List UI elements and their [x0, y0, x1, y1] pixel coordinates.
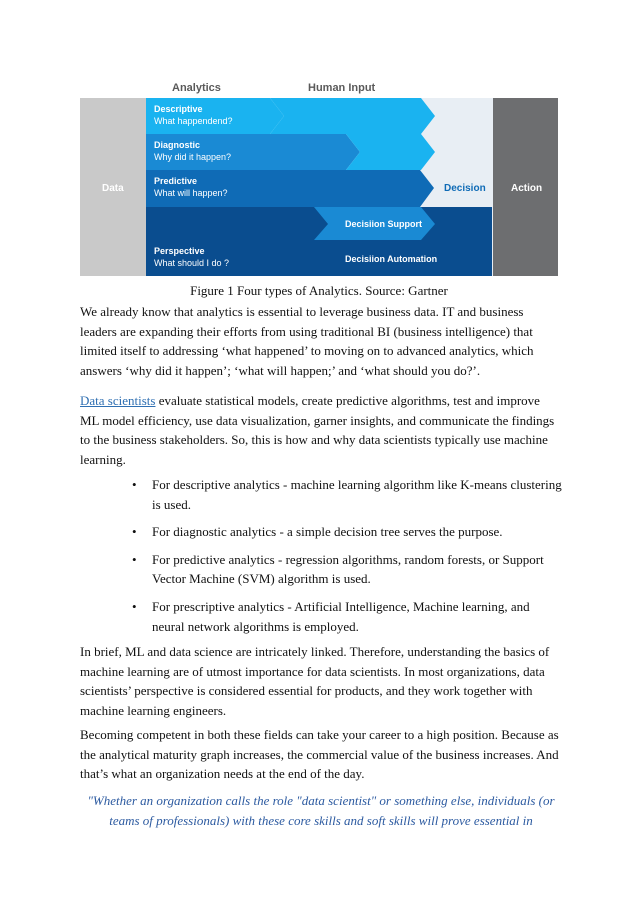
decision-automation-label: Decisiion Automation [345, 254, 438, 264]
list-item [130, 597, 562, 636]
analytics-figure [80, 74, 558, 276]
row-descriptive-title: Descriptive [154, 104, 203, 114]
paragraph-analytics-intro: We already know that analytics is essential to leverage business data. IT and business leaders are expanding their efforts from using traditional BI (business intelligence) that limited itself to addressing ‘what happened’ to moving on to advanced analytics, which answers ‘why did it happen’; ‘what will happen;’ and ‘what should you do?’. [80, 304, 534, 378]
data-scientists-link[interactable]: Data scientists [80, 393, 156, 408]
row-perspective-subtitle: What should I do ? [154, 258, 230, 268]
list-item [130, 475, 562, 514]
bullet-glyph: • [132, 598, 137, 614]
analytics-diagram [80, 74, 558, 276]
row-diagnostic-subtitle: Why did it happen? [154, 152, 232, 162]
row-descriptive-subtitle: What happendend? [154, 116, 233, 126]
paragraph-data-scientists-text: evaluate statistical models, create predictive algorithms, test and improve ML model efficiency, use data visualization, garner insights, and communicate the findings to the business stakeholders. So, this is how and why data scientists typically use machine learning. [80, 393, 555, 467]
bullet-glyph: • [132, 477, 137, 492]
header-human-input: Human Input [308, 82, 376, 94]
bullet-glyph: • [132, 551, 137, 567]
quote-text: "Whether an organization calls the role "data scientist" or something else, individuals (or teams of professionals) with these core skills and soft skills will prove essential in [87, 793, 555, 828]
decision-support-label: Decisiion Support [345, 219, 423, 229]
bullet-glyph: • [132, 524, 137, 540]
paragraph-career: Becoming competent in both these fields can take your career to a high position. Because as the analytical maturity graph increases, the commercial value of the business increases. And that’s what an organization needs at the end of the day. [80, 727, 559, 782]
ml-algorithms-list [130, 475, 562, 644]
data-label: Data [102, 183, 124, 194]
list-item [130, 550, 562, 589]
list-item-text: For diagnostic analytics - a simple decision tree serves the purpose. [152, 524, 503, 540]
figure-caption: Figure 1 Four types of Analytics. Source: Gartner [190, 283, 448, 298]
list-item [130, 522, 562, 542]
paragraph-ml-link: In brief, ML and data science are intricately linked. Therefore, understanding the basics of machine learning are of utmost importance for data scientists. In most organizations, data scientists’ perspective is considered essential for products, and they work together with machine learning engineers. [80, 644, 550, 718]
row-predictive-title: Predictive [154, 176, 198, 186]
row-diagnostic-title: Diagnostic [154, 140, 201, 150]
row-predictive-subtitle: What will happen? [154, 188, 228, 198]
decision-label: Decision [444, 183, 486, 194]
row-perspective-title: Perspective [154, 246, 205, 256]
list-item-text: For descriptive analytics - machine learning algorithm like K-means clustering is used. [152, 477, 562, 512]
human-input-arrow-1 [270, 98, 435, 134]
action-label: Action [511, 183, 543, 194]
list-item-text: For prescriptive analytics - Artificial Intelligence, Machine learning, and neural network algorithms is employed. [152, 598, 530, 634]
paragraph-data-scientists [80, 391, 562, 469]
list-item-text: For predictive analytics - regression algorithms, random forests, or Support Vector Machine (SVM) algorithm is used. [152, 551, 544, 587]
header-analytics: Analytics [172, 82, 221, 94]
